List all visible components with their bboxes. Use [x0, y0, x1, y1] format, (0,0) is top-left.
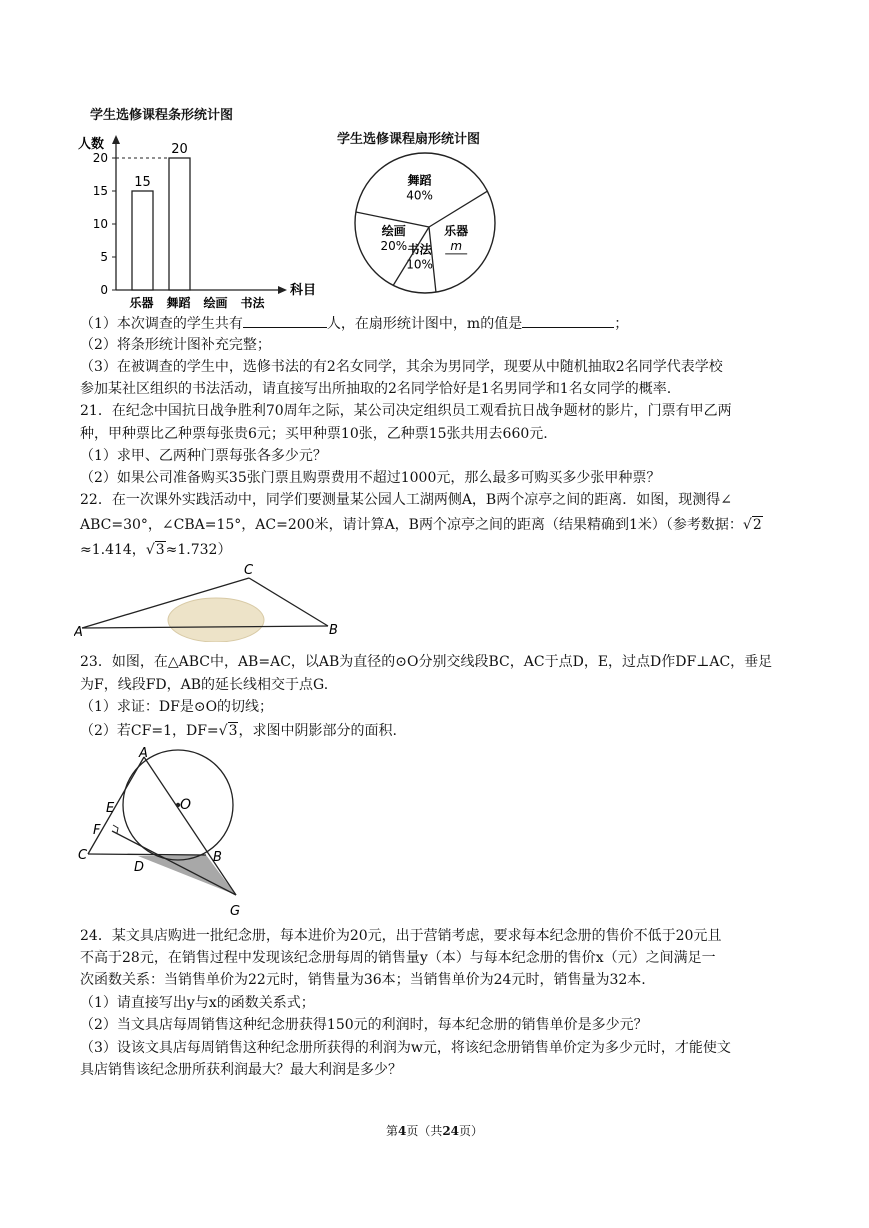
q21-line1: 21．在纪念中国抗日战争胜利70周年之际，某公司决定组织员工观看抗日战争题材的影片，门票有甲乙两	[80, 403, 732, 419]
label-e: E	[106, 801, 115, 816]
q20-part1-text-b: 人，在扇形统计图中，m的值是	[326, 316, 523, 332]
label-a: A	[74, 625, 83, 640]
q22-line3	[80, 540, 231, 560]
label-g: G	[230, 904, 241, 919]
footer-text-post: 页）	[459, 1124, 484, 1138]
x-tick-label: 书法	[240, 296, 265, 310]
q23-line1: 23．如图，在△ABC中，AB=AC，以AB为直径的⊙O分别交线段BC，AC于点D，E，过点D作DF⊥AC，垂足	[80, 654, 773, 670]
slice-name: 舞蹈	[407, 173, 432, 188]
footer-text-mid: 页（共	[406, 1124, 443, 1138]
y-axis-label: 人数	[78, 137, 105, 152]
q20-part3-line1: （3）在被调查的学生中，选修书法的有2名女同学，其余为男同学，现要从中随机抽取2名同学代表学校	[80, 359, 723, 375]
q23-line2: 为F，线段FD，AB的延长线相交于点G.	[80, 677, 329, 693]
slice-label: 20%	[380, 238, 408, 253]
label-o: O	[180, 797, 192, 813]
q20-part1	[80, 313, 628, 334]
slice-name: 绘画	[381, 223, 406, 238]
label-c: C	[244, 563, 254, 578]
q24-line1: 24．某文具店购进一批纪念册，每本进价为20元，出于营销考虑，要求每本纪念册的售价不低于20元且	[80, 928, 722, 944]
q24-part3-line2: 具店销售该纪念册所获利润最大？最大利润是多少？	[80, 1062, 402, 1078]
q23-part2-text-a: （2）若CF=1，DF=	[80, 723, 219, 739]
x-axis-arrow	[278, 286, 287, 294]
page-footer	[0, 1122, 869, 1139]
q24-part2: （2）当文具店每周销售这种纪念册获得150元的利润时，每本纪念册的销售单价是多少元？	[80, 1017, 648, 1033]
bar-chart	[76, 130, 336, 310]
q24-line2: 不高于28元，在销售过程中发现该纪念册每周的销售量y（本）与每本纪念册的售价x（元）之间满足一	[80, 950, 716, 966]
q22-line2	[80, 515, 763, 535]
slice-label: 40%	[406, 188, 433, 203]
q20-part2: （2）将条形统计图补充完整；	[80, 337, 271, 353]
x-axis-label: 科目	[290, 283, 317, 298]
circle-geometry-diagram	[74, 745, 254, 925]
slice-label: m	[450, 238, 463, 253]
q21-part1: （1）求甲、乙两种门票每张各多少元？	[80, 448, 327, 464]
bar	[132, 191, 153, 290]
q23-part2-text-b: ，求图中阴影部分的面积.	[238, 723, 397, 739]
q20-part3-line2: 参加某社区组织的书法活动，请直接写出所抽取的2名同学恰好是1名男同学和1名女同学的概率.	[80, 381, 672, 397]
slice-name: 乐器	[444, 223, 469, 238]
q21-line2: 种，甲种票比乙种票每张贵6元；买甲种票10张，乙种票15张共用去660元.	[80, 426, 548, 442]
line-cb	[88, 854, 206, 855]
q20-part1-text-c: ；	[614, 316, 629, 332]
bar	[169, 158, 190, 290]
bar-chart-title: 学生选修课程条形统计图	[90, 108, 234, 123]
sqrt-2: √2	[742, 517, 762, 533]
q22-line3-text-b: ≈1.732）	[165, 542, 232, 558]
y-axis-arrow	[112, 135, 120, 144]
q22-line2-text: ABC=30°，∠CBA=15°，AC=200米，请计算A，B两个凉亭之间的距离（结果精确到1米）（参考数据：	[80, 517, 743, 533]
y-tick-label: 20	[92, 151, 108, 165]
bar-value-label: 20	[171, 142, 188, 157]
q24-line3: 次函数关系：当销售单价为22元时，销售量为36本；当销售单价为24元时，销售量为32本.	[80, 972, 646, 988]
q24-part1: （1）请直接写出y与x的函数关系式；	[80, 995, 315, 1011]
q23-part2	[80, 721, 397, 741]
bar-value-label: 15	[134, 175, 151, 190]
y-tick-label: 10	[92, 217, 108, 231]
page-number: 4	[397, 1124, 407, 1138]
q20-part1-text-a: （1）本次调查的学生共有	[80, 316, 243, 332]
slice-name: 书法	[407, 242, 432, 257]
pie-chart-title: 学生选修课程扇形统计图	[337, 132, 481, 147]
pie-chart	[350, 148, 500, 298]
sqrt-3: √3	[218, 723, 238, 739]
label-d: D	[134, 860, 145, 875]
slice-label: 10%	[406, 257, 433, 272]
label-f: F	[93, 823, 101, 838]
lake-triangle-diagram	[74, 562, 344, 642]
q22-line3-text-a: ≈1.414，	[80, 542, 146, 558]
x-tick-label: 乐器	[129, 296, 154, 310]
y-tick-label: 5	[100, 250, 108, 264]
lake	[168, 598, 264, 642]
answer-blank[interactable]	[522, 313, 614, 328]
footer-text-pre: 第	[385, 1124, 398, 1138]
page-total: 24	[442, 1124, 460, 1138]
label-b: B	[329, 623, 338, 638]
answer-blank[interactable]	[243, 313, 327, 328]
q23-part1: （1）求证：DF是⊙O的切线；	[80, 699, 274, 715]
x-tick-label: 绘画	[203, 296, 228, 310]
q22-line1: 22．在一次课外实践活动中，同学们要测量某公园人工湖两侧A，B两个凉亭之间的距离．如图，现测得∠	[80, 492, 732, 508]
sqrt-3: √3	[145, 542, 165, 558]
label-b: B	[213, 850, 222, 865]
y-tick-label: 0	[100, 283, 108, 297]
label-a: A	[139, 746, 148, 761]
y-tick-label: 15	[92, 184, 108, 198]
x-tick-label: 舞蹈	[166, 296, 191, 310]
q24-part3-line1: （3）设该文具店每周销售这种纪念册所获得的利润为w元，将该纪念册销售单价定为多少元时，才能使文	[80, 1040, 731, 1056]
q21-part2: （2）如果公司准备购买35张门票且购票费用不超过1000元，那么最多可购买多少张甲种票？	[80, 470, 661, 486]
label-c: C	[78, 848, 88, 863]
